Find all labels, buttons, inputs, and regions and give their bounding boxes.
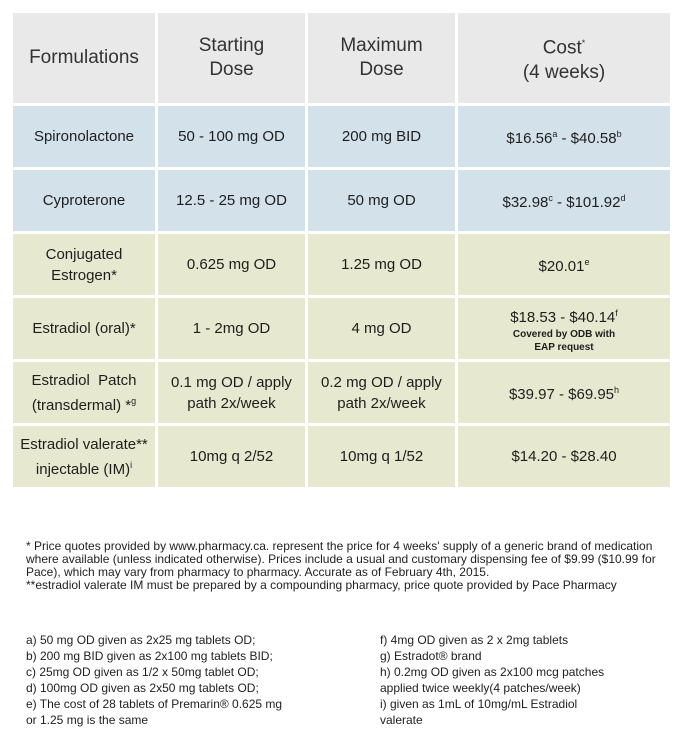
footnote-b: b) 200 mg BID given as 2x100 mg tablets BID; [26,649,273,663]
formulation-name-line1: Estradiol valerate** [20,435,148,453]
formulation-footnote: g [131,395,137,406]
starting-dose [158,426,305,487]
maximum-dose [308,170,455,231]
header-cost [458,13,670,103]
header-starting-line2: Dose [209,59,254,80]
cost [458,234,670,295]
maximum-dose-text: 4 mg OD [351,320,412,337]
maximum-dose-line1: 0.2 mg OD / apply [321,373,442,391]
table-row [13,170,670,231]
table-row [13,298,670,359]
footnote-i-line2: valerate [380,713,423,727]
cost-value: $39.97 - $69.95 [508,386,615,403]
cost-high: $101.92 [566,194,621,211]
maximum-dose [308,362,455,423]
formulation-name-line1: Conjugated [45,245,123,263]
cost-value: $14.20 - $28.40 [511,448,617,465]
cost [458,106,670,167]
table-row [13,234,670,295]
starting-dose-line2: path 2x/week [187,394,276,412]
starting-dose [158,298,305,359]
cost [458,426,670,487]
footnotes-left-column [26,632,346,728]
formulation-name-text: Estradiol (oral)* [32,320,136,337]
footnote-f: f) 4mg OD given as 2 x 2mg tablets [380,633,569,647]
cost [458,170,670,231]
footnote-d: d) 100mg OD given as 2x50 mg tablets OD; [26,681,259,695]
price-quote-note: * Price quotes provided by www.pharmacy.ca. represent the price for 4 weeks' supply of a generic brand of medication where available (unless indicated otherwise). Prices include a usual and customary dispensing fee of $9.99 ($10.99 for Pace), which may vary from pharmacy to pharmacy. Accurate as of February 4th, 2015. [26,539,656,579]
cost-high: $40.58 [570,130,617,147]
starting-dose-text: 10mg q 2/52 [189,448,274,465]
table-row [13,426,670,487]
formulation-name-line2: (transdermal) * [31,396,132,414]
cost-separator: - [552,194,567,211]
notes-block [26,540,666,592]
maximum-dose-text: 200 mg BID [341,128,422,145]
header-starting-dose [158,13,305,103]
formulation-name-line1: Estradiol Patch [31,371,137,389]
formulation-name [13,170,155,231]
coverage-note-line2: EAP request [534,342,594,353]
cost-value: $20.01 [538,258,585,275]
footnote-h-line2: applied twice weekly(4 patches/week) [380,681,581,695]
maximum-dose-text: 50 mg OD [347,192,416,209]
cost-high-footnote: b [616,129,622,139]
maximum-dose-text: 1.25 mg OD [341,256,422,273]
starting-dose-line1: 0.1 mg OD / apply [171,373,292,391]
cost-low: $16.56 [506,130,553,147]
cost-low: $32.98 [502,194,549,211]
header-cost-line2: (4 weeks) [522,61,606,83]
maximum-dose-line2: path 2x/week [337,394,426,412]
cost [458,362,670,423]
formulation-name [13,234,155,295]
table-row [13,362,670,423]
cost-footnote: e [584,257,590,267]
cost [458,298,670,359]
formulation-name [13,106,155,167]
footnote-h-line1: h) 0.2mg OD given as 2x100 mcg patches [380,665,605,679]
starting-dose-text: 1 - 2mg OD [192,320,271,337]
header-formulations [13,13,155,103]
footnote-e-line2: or 1.25 mg is the same [26,713,149,727]
starting-dose [158,362,305,423]
cost-footnote: h [614,385,620,395]
cost-low-footnote: c [548,193,553,203]
formulation-name-text: Cyproterone [42,192,126,209]
starting-dose-text: 50 - 100 mg OD [178,128,285,145]
starting-dose [158,106,305,167]
maximum-dose [308,234,455,295]
header-maximum-line1: Maximum [340,35,423,56]
footnote-e-line1: e) The cost of 28 tablets of Premarin® 0.625 mg [26,697,283,711]
maximum-dose [308,106,455,167]
starting-dose [158,170,305,231]
maximum-dose [308,298,455,359]
formulation-name [13,426,155,487]
cost-value: $18.53 - $40.14 [510,309,616,326]
formulation-name-text: Spironolactone [33,128,135,145]
formulations-table [10,10,673,490]
cost-high-footnote: d [620,193,626,203]
header-starting-line1: Starting [198,35,265,56]
estradiol-valerate-note: **estradiol valerate IM must be prepared by a compounding pharmacy, price quote provided by Pace Pharmacy [26,578,617,592]
header-formulations-label: Formulations [29,47,139,68]
formulation-name [13,298,155,359]
starting-dose-text: 12.5 - 25 mg OD [176,192,287,209]
table-row [13,106,670,167]
maximum-dose-text: 10mg q 1/52 [339,448,424,465]
footnote-c: c) 25mg OD given as 1/2 x 50mg tablet OD; [26,665,259,679]
header-maximum-line2: Dose [359,59,404,80]
footnote-a: a) 50 mg OD given as 2x25 mg tablets OD; [26,633,256,647]
cost-low-footnote: a [552,129,558,139]
formulation-name-line2: Estrogen* [51,266,117,284]
cost-footnote: f [615,308,618,318]
footnote-g: g) Estradot® brand [380,649,482,663]
footnote-i-line1: i) given as 1mL of 10mg/mL Estradiol [380,697,578,711]
header-cost-line1: Cost [542,37,582,59]
cost-separator: - [557,130,571,147]
header-cost-mark: * [581,38,586,49]
formulation-name [13,362,155,423]
formulation-name-line2: injectable (IM) [35,460,131,478]
footnotes-right-column [380,632,670,728]
coverage-note-line1: Covered by ODB with [512,329,616,340]
formulation-footnote: i [130,459,133,470]
table-header-row [13,13,670,103]
starting-dose-text: 0.625 mg OD [186,256,277,273]
starting-dose [158,234,305,295]
header-maximum-dose [308,13,455,103]
maximum-dose [308,426,455,487]
